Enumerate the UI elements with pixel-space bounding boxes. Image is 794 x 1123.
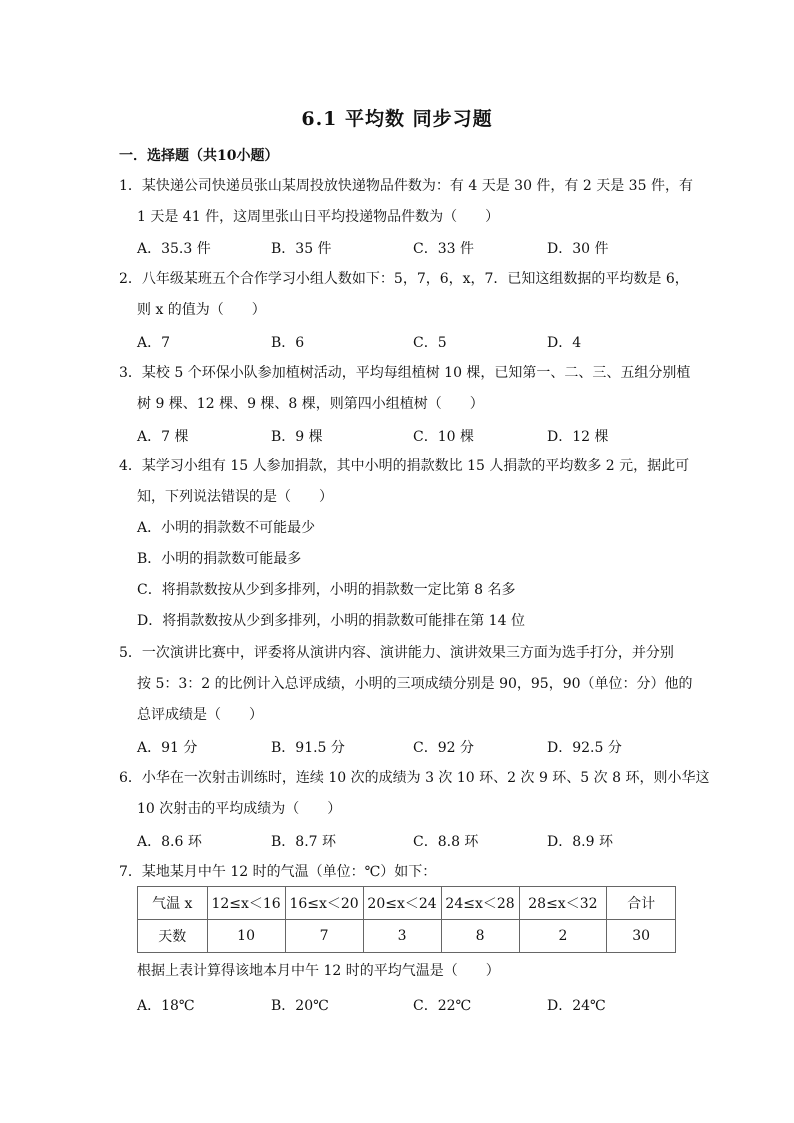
question-4-line-1: 4．某学习小组有 15 人参加捐款，其中小明的捐款数比 15 人捐款的平均数多 2 元，据此可 xyxy=(119,458,690,474)
question-4-option-b: B．小明的捐款数可能最多 xyxy=(137,551,302,567)
question-1-options xyxy=(137,238,677,262)
question-7-option-a: A．18℃ xyxy=(137,998,195,1014)
page-title: 6.1 平均数 同步习题 xyxy=(301,108,493,130)
question-6-option-b: B．8.7 环 xyxy=(271,834,337,850)
question-2-option-b: B．6 xyxy=(271,335,305,351)
section-heading: 一．选择题（共10小题） xyxy=(119,148,279,164)
question-5-option-b: B．91.5 分 xyxy=(271,740,345,756)
question-1-option-a: A．35.3 件 xyxy=(137,241,211,257)
question-6-line-1: 6．小华在一次射击训练时，连续 10 次的成绩为 3 次 10 环、2 次 9 环、5 次 8 环，则小华这 xyxy=(119,770,710,786)
table-cell: 12≤x＜16 xyxy=(207,887,285,920)
question-6-option-d: D．8.9 环 xyxy=(547,834,613,850)
question-1-option-c: C．33 件 xyxy=(413,241,474,257)
question-6-options xyxy=(137,831,677,855)
table-row xyxy=(138,920,676,953)
temperature-table xyxy=(137,886,676,953)
question-1-option-b: B．35 件 xyxy=(271,241,332,257)
question-5-line-1: 5．一次演讲比赛中，评委将从演讲内容、演讲能力、演讲效果三方面为选手打分，并分别 xyxy=(119,645,674,661)
question-4 xyxy=(119,451,690,513)
question-5-option-c: C．92 分 xyxy=(413,740,474,756)
question-1-line-2: 1 天是 41 件，这周里张山日平均投递物品件数为（ ） xyxy=(137,209,500,225)
question-7-options xyxy=(137,995,677,1019)
question-7 xyxy=(119,857,679,888)
table-cell: 30 xyxy=(607,920,676,953)
table-cell: 28≤x＜32 xyxy=(519,887,607,920)
question-4-options xyxy=(137,513,525,637)
question-1-option-d: D．30 件 xyxy=(547,241,609,257)
question-6 xyxy=(119,763,710,825)
question-4-option-a: A．小明的捐款数不可能最少 xyxy=(137,520,316,536)
question-2-line-2: 则 x 的值为（ ） xyxy=(137,302,266,318)
question-7-note: 根据上表计算得该地本月中午 12 时的平均气温是（ ） xyxy=(137,963,500,979)
question-7-option-c: C．22℃ xyxy=(413,998,472,1014)
table-cell: 气温 x xyxy=(138,887,208,920)
table-cell: 3 xyxy=(363,920,441,953)
question-1 xyxy=(119,171,693,233)
question-5-options xyxy=(137,737,677,761)
table-cell: 8 xyxy=(441,920,519,953)
question-3-option-c: C．10 棵 xyxy=(413,429,474,445)
question-2 xyxy=(119,264,689,326)
question-7-option-b: B．20℃ xyxy=(271,998,329,1014)
table-cell: 7 xyxy=(285,920,363,953)
question-3-option-d: D．12 棵 xyxy=(547,429,609,445)
question-4-option-d: D．将捐款数按从少到多排列，小明的捐款数可能排在第 14 位 xyxy=(137,613,525,629)
question-5 xyxy=(119,638,693,731)
question-7-line-1: 7．某地某月中午 12 时的气温（单位：℃）如下： xyxy=(119,864,437,880)
question-5-option-a: A．91 分 xyxy=(137,740,198,756)
table-cell: 合计 xyxy=(607,887,676,920)
question-6-option-a: A．8.6 环 xyxy=(137,834,202,850)
question-3-option-b: B．9 棵 xyxy=(271,429,323,445)
question-5-option-d: D．92.5 分 xyxy=(547,740,622,756)
question-4-option-c: C．将捐款数按从少到多排列，小明的捐款数一定比第 8 名多 xyxy=(137,582,516,598)
table-cell: 20≤x＜24 xyxy=(363,887,441,920)
table-cell: 16≤x＜20 xyxy=(285,887,363,920)
question-3-line-1: 3．某校 5 个环保小队参加植树活动，平均每组植树 10 棵，已知第一、二、三、五组分别植 xyxy=(119,365,691,381)
question-3-line-2: 树 9 棵、12 棵、9 棵、8 棵，则第四小组植树（ ） xyxy=(137,396,484,412)
question-5-line-3: 总评成绩是（ ） xyxy=(137,707,263,723)
table-header-row xyxy=(138,887,676,920)
question-2-options xyxy=(137,332,677,356)
question-2-option-d: D．4 xyxy=(547,335,582,351)
question-5-line-2: 按 5：3：2 的比例计入总评成绩，小明的三项成绩分别是 90，95，90（单位：分）他的 xyxy=(137,676,693,692)
question-1-line-1: 1．某快递公司快递员张山某周投放快递物品件数为：有 4 天是 30 件，有 2 天是 35 件，有 xyxy=(119,178,693,194)
question-4-line-2: 知，下列说法错误的是（ ） xyxy=(137,489,333,505)
question-7-option-d: D．24℃ xyxy=(547,998,606,1014)
question-2-line-1: 2．八年级某班五个合作学习小组人数如下：5，7，6，x，7．已知这组数据的平均数是 6， xyxy=(119,271,689,287)
question-6-line-2: 10 次射击的平均成绩为（ ） xyxy=(137,801,342,817)
question-3-option-a: A．7 棵 xyxy=(137,429,189,445)
table-cell: 天数 xyxy=(138,920,208,953)
table-cell: 24≤x＜28 xyxy=(441,887,519,920)
question-2-option-c: C．5 xyxy=(413,335,447,351)
question-6-option-c: C．8.8 环 xyxy=(413,834,479,850)
question-3 xyxy=(119,358,691,420)
table-cell: 10 xyxy=(207,920,285,953)
table-cell: 2 xyxy=(519,920,607,953)
question-3-options xyxy=(137,426,677,450)
question-2-option-a: A．7 xyxy=(137,335,171,351)
